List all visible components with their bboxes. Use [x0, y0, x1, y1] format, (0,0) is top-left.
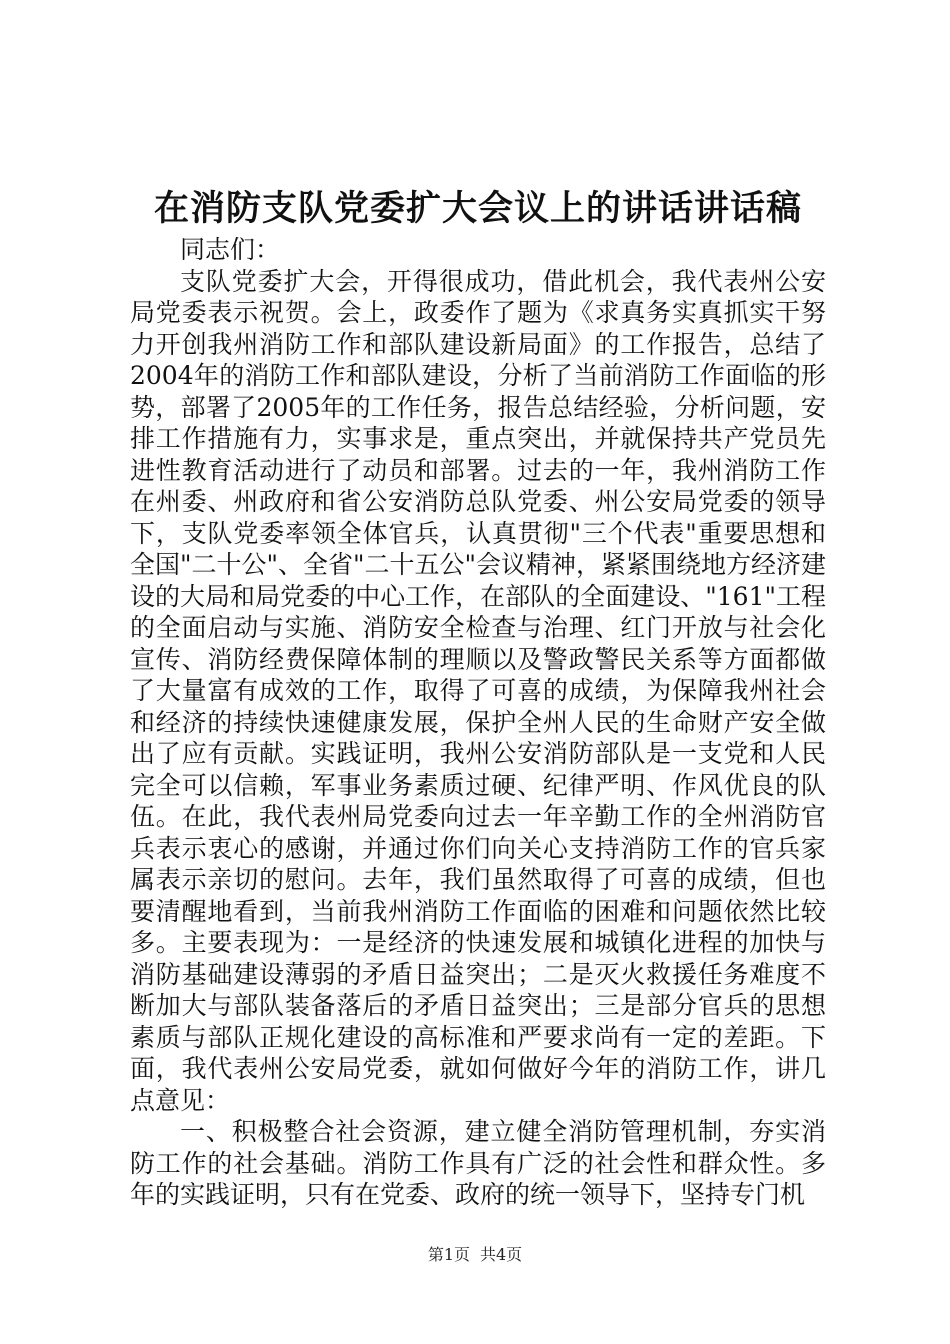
document-title: 在消防支队党委扩大会议上的讲话讲话稿: [153, 188, 802, 229]
body-paragraph: 一、积极整合社会资源，建立健全消防管理机制，夯实消防工作的社会基础。消防工作具有广泛的社会性和群众性。多年的实践证明，只有在党委、政府的统一领导下，坚持专门机: [130, 1117, 826, 1209]
document-body: [130, 234, 826, 1211]
body-paragraph: 支队党委扩大会，开得很成功，借此机会，我代表州公安局党委表示祝贺。会上，政委作了题为《求真务实真抓实干努力开创我州消防工作和部队建设新局面》的工作报告，总结了2004年的消防工作和部队建设，分析了当前消防工作面临的形势，部署了2005年的工作任务，报告总结经验，分析问题，安排工作措施有力，实事求是，重点突出，并就保持共产党员先进性教育活动进行了动员和部署。过去的一年，我州消防工作在州委、州政府和省公安消防总队党委、州公安局党委的领导下，支队党委率领全体官兵，认真贯彻"三个代表"重要思想和全国"二十公"、全省"二十五公"会议精神，紧紧围绕地方经济建设的大局和局党委的中心工作，在部队的全面建设、"161"工程的全面启动与实施、消防安全检查与治理、红门开放与社会化宣传、消防经费保障体制的理顺以及警政警民关系等方面都做了大量富有成效的工作，取得了可喜的成绩，为保障我州社会和经济的持续快速健康发展，保护全州人民的生命财产安全做出了应有贡献。实践证明，我州公安消防部队是一支党和人民完全可以信赖，军事业务素质过硬、纪律严明、作风优良的队伍。在此，我代表州局党委向过去一年辛勤工作的全州消防官兵表示衷心的感谢，并通过你们向关心支持消防工作的官兵家属表示亲切的慰问。去年，我们虽然取得了可喜的成绩，但也要清醒地看到，当前我州消防工作面临的困难和问题依然比较多。主要表现为：一是经济的快速发展和城镇化进程的加快与消防基础建设薄弱的矛盾日益突出；二是灭火救援任务难度不断加大与部队装备落后的矛盾日益突出；三是部分官兵的思想素质与部队正规化建设的高标准和严要求尚有一定的差距。下面，我代表州公安局党委，就如何做好今年的消防工作，讲几点意见：: [130, 266, 826, 1115]
page-footer: [0, 1244, 950, 1266]
page-total: 共4页: [480, 1245, 523, 1264]
salutation-paragraph: 同志们：: [180, 235, 281, 264]
page-number: 第1页: [427, 1245, 470, 1264]
